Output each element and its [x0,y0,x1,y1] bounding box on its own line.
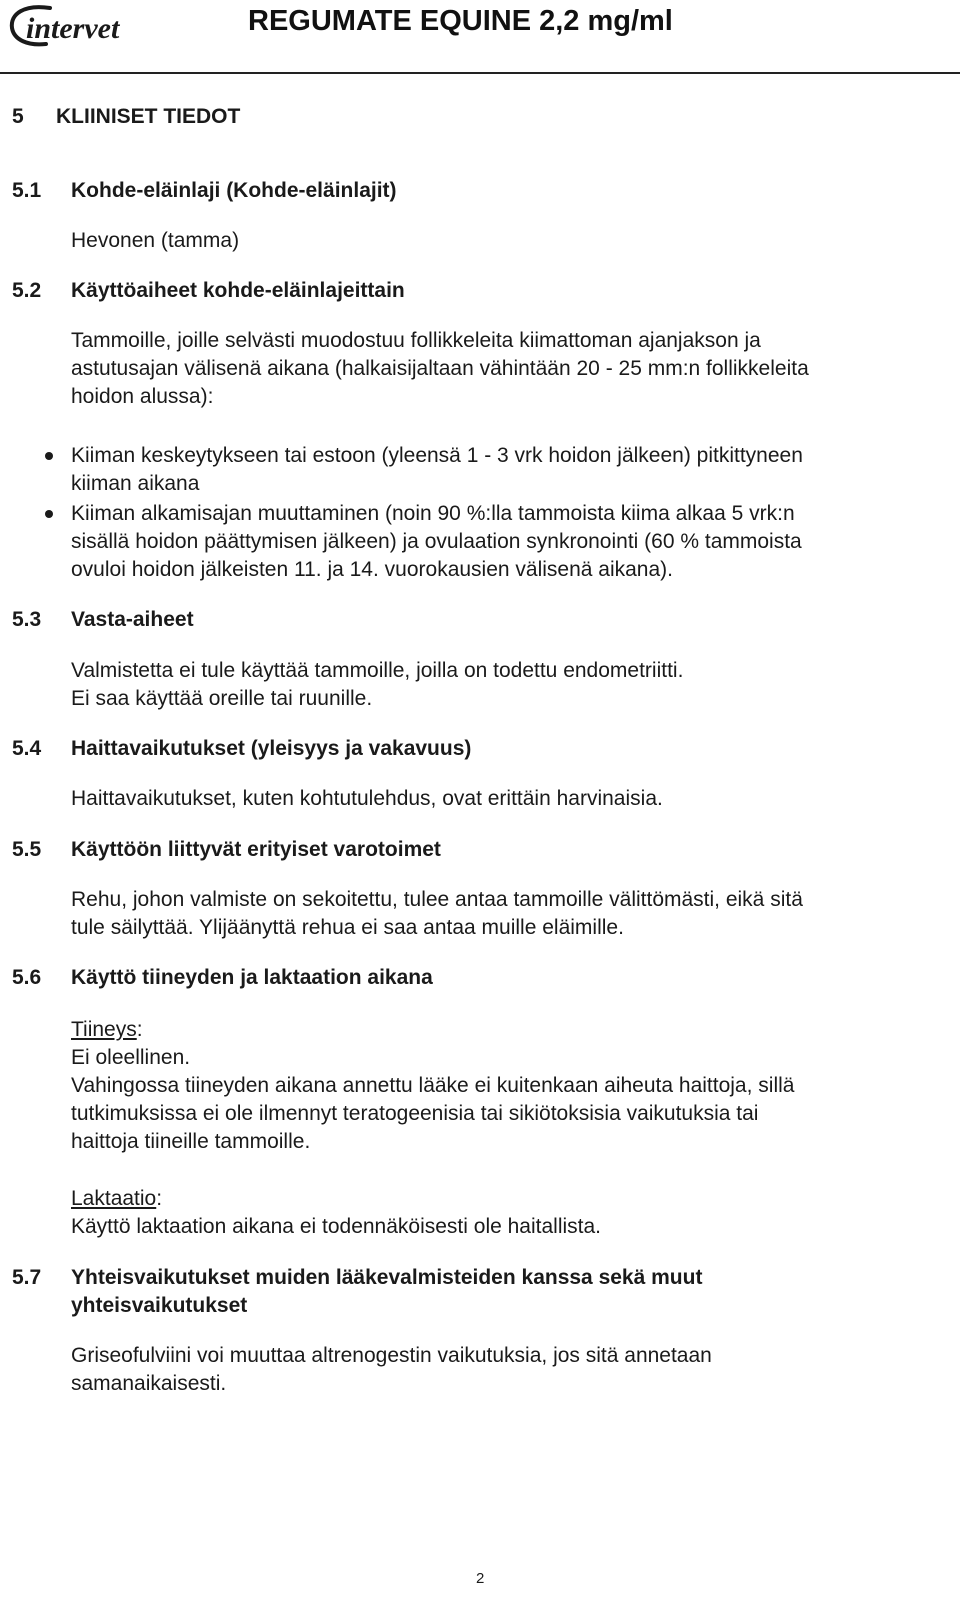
page-number: 2 [476,1570,485,1587]
section-5-1-text: Hevonen (tamma) [71,229,240,252]
section-5-5-number: 5.5 [12,838,42,861]
section-5-6-number: 5.6 [12,966,42,989]
bullet-1-line: Kiiman keskeytykseen tai estoon (yleensä 1 - 3 vrk hoidon jälkeen) pitkittyneen [71,444,803,467]
section-5-6-heading: Käyttö tiineyden ja laktaation aikana [71,966,433,989]
pregnancy-colon: : [136,1018,143,1041]
section-5-5-heading: Käyttöön liittyvät erityiset varotoimet [71,838,441,861]
section-5-5-text-line: Rehu, johon valmiste on sekoitettu, tulee antaa tammoille välittömästi, eikä sitä [71,888,803,911]
section-5-2-text-line: Tammoille, joille selvästi muodostuu follikkeleita kiimattoman ajanjakson ja [71,329,761,352]
intervet-logo [6,0,158,52]
section-5-2-text-line: astutusajan välisenä aikana (halkaisijaltaan vähintään 20 - 25 mm:n follikkeleita [71,357,809,380]
pregnancy-subheading [71,1015,143,1044]
section-5-heading: KLIINISET TIEDOT [56,105,241,128]
pregnancy-text-line: tutkimuksissa ei ole ilmennyt teratogeenisia tai sikiötoksisia vaikutuksia tai [71,1102,759,1125]
section-5-7-text-line: samanaikaisesti. [71,1372,227,1395]
section-5-4-number: 5.4 [12,737,42,760]
section-5-3-text-line: Valmistetta ei tule käyttää tammoille, joilla on todettu endometriitti. [71,659,684,682]
bullet-dot [45,510,53,518]
section-5-7-number: 5.7 [12,1266,42,1289]
lactation-label: Laktaatio [71,1187,157,1210]
section-5-2-number: 5.2 [12,279,42,302]
document-title: REGUMATE EQUINE 2,2 mg/ml [248,5,673,37]
page-header [0,0,960,75]
section-5-4-text: Haittavaikutukset, kuten kohtutulehdus, ovat erittäin harvinaisia. [71,787,663,810]
bullet-1-line: kiiman aikana [71,472,200,495]
section-5-2-text-line: hoidon alussa): [71,385,214,408]
lactation-text: Käyttö laktaation aikana ei todennäköisesti ole haitallista. [71,1215,602,1238]
section-5-3-number: 5.3 [12,608,42,631]
bullet-dot [45,452,53,460]
section-5-number: 5 [12,105,24,128]
section-5-1-number: 5.1 [12,179,42,202]
header-divider [0,72,960,74]
lactation-colon: : [156,1187,163,1210]
section-5-7-text-line: Griseofulviini voi muuttaa altrenogestin vaikutuksia, jos sitä annetaan [71,1344,712,1367]
lactation-subheading [71,1184,162,1213]
pregnancy-text-line: haittoja tiineille tammoille. [71,1130,311,1153]
pregnancy-text-line: Vahingossa tiineyden aikana annettu lääke ei kuitenkaan aiheuta haittoja, sillä [71,1074,795,1097]
section-5-7-heading-line: yhteisvaikutukset [71,1294,248,1317]
pregnancy-label: Tiineys [71,1018,137,1041]
section-5-3-heading: Vasta-aiheet [71,608,194,631]
section-5-2-heading: Käyttöaiheet kohde-eläinlajeittain [71,279,405,302]
bullet-2-line: Kiiman alkamisajan muuttaminen (noin 90 %:lla tammoista kiima alkaa 5 vrk:n [71,502,795,525]
section-5-5-text-line: tule säilyttää. Ylijäänyttä rehua ei saa antaa muille eläimille. [71,916,624,939]
bullet-2-line: sisällä hoidon päättymisen jälkeen) ja ovulaation synkronointi (60 % tammoista [71,530,802,553]
pregnancy-text-line: Ei oleellinen. [71,1046,191,1069]
bullet-2-line: ovuloi hoidon jälkeisten 11. ja 14. vuorokausien välisenä aikana). [71,558,673,581]
section-5-7-heading-line: Yhteisvaikutukset muiden lääkevalmisteiden kanssa sekä muut [71,1266,703,1289]
section-5-4-heading: Haittavaikutukset (yleisyys ja vakavuus) [71,737,472,760]
section-5-3-text-line: Ei saa käyttää oreille tai ruunille. [71,687,373,710]
section-5-1-heading: Kohde-eläinlaji (Kohde-eläinlajit) [71,179,397,202]
logo-wordmark: intervet [26,12,120,45]
